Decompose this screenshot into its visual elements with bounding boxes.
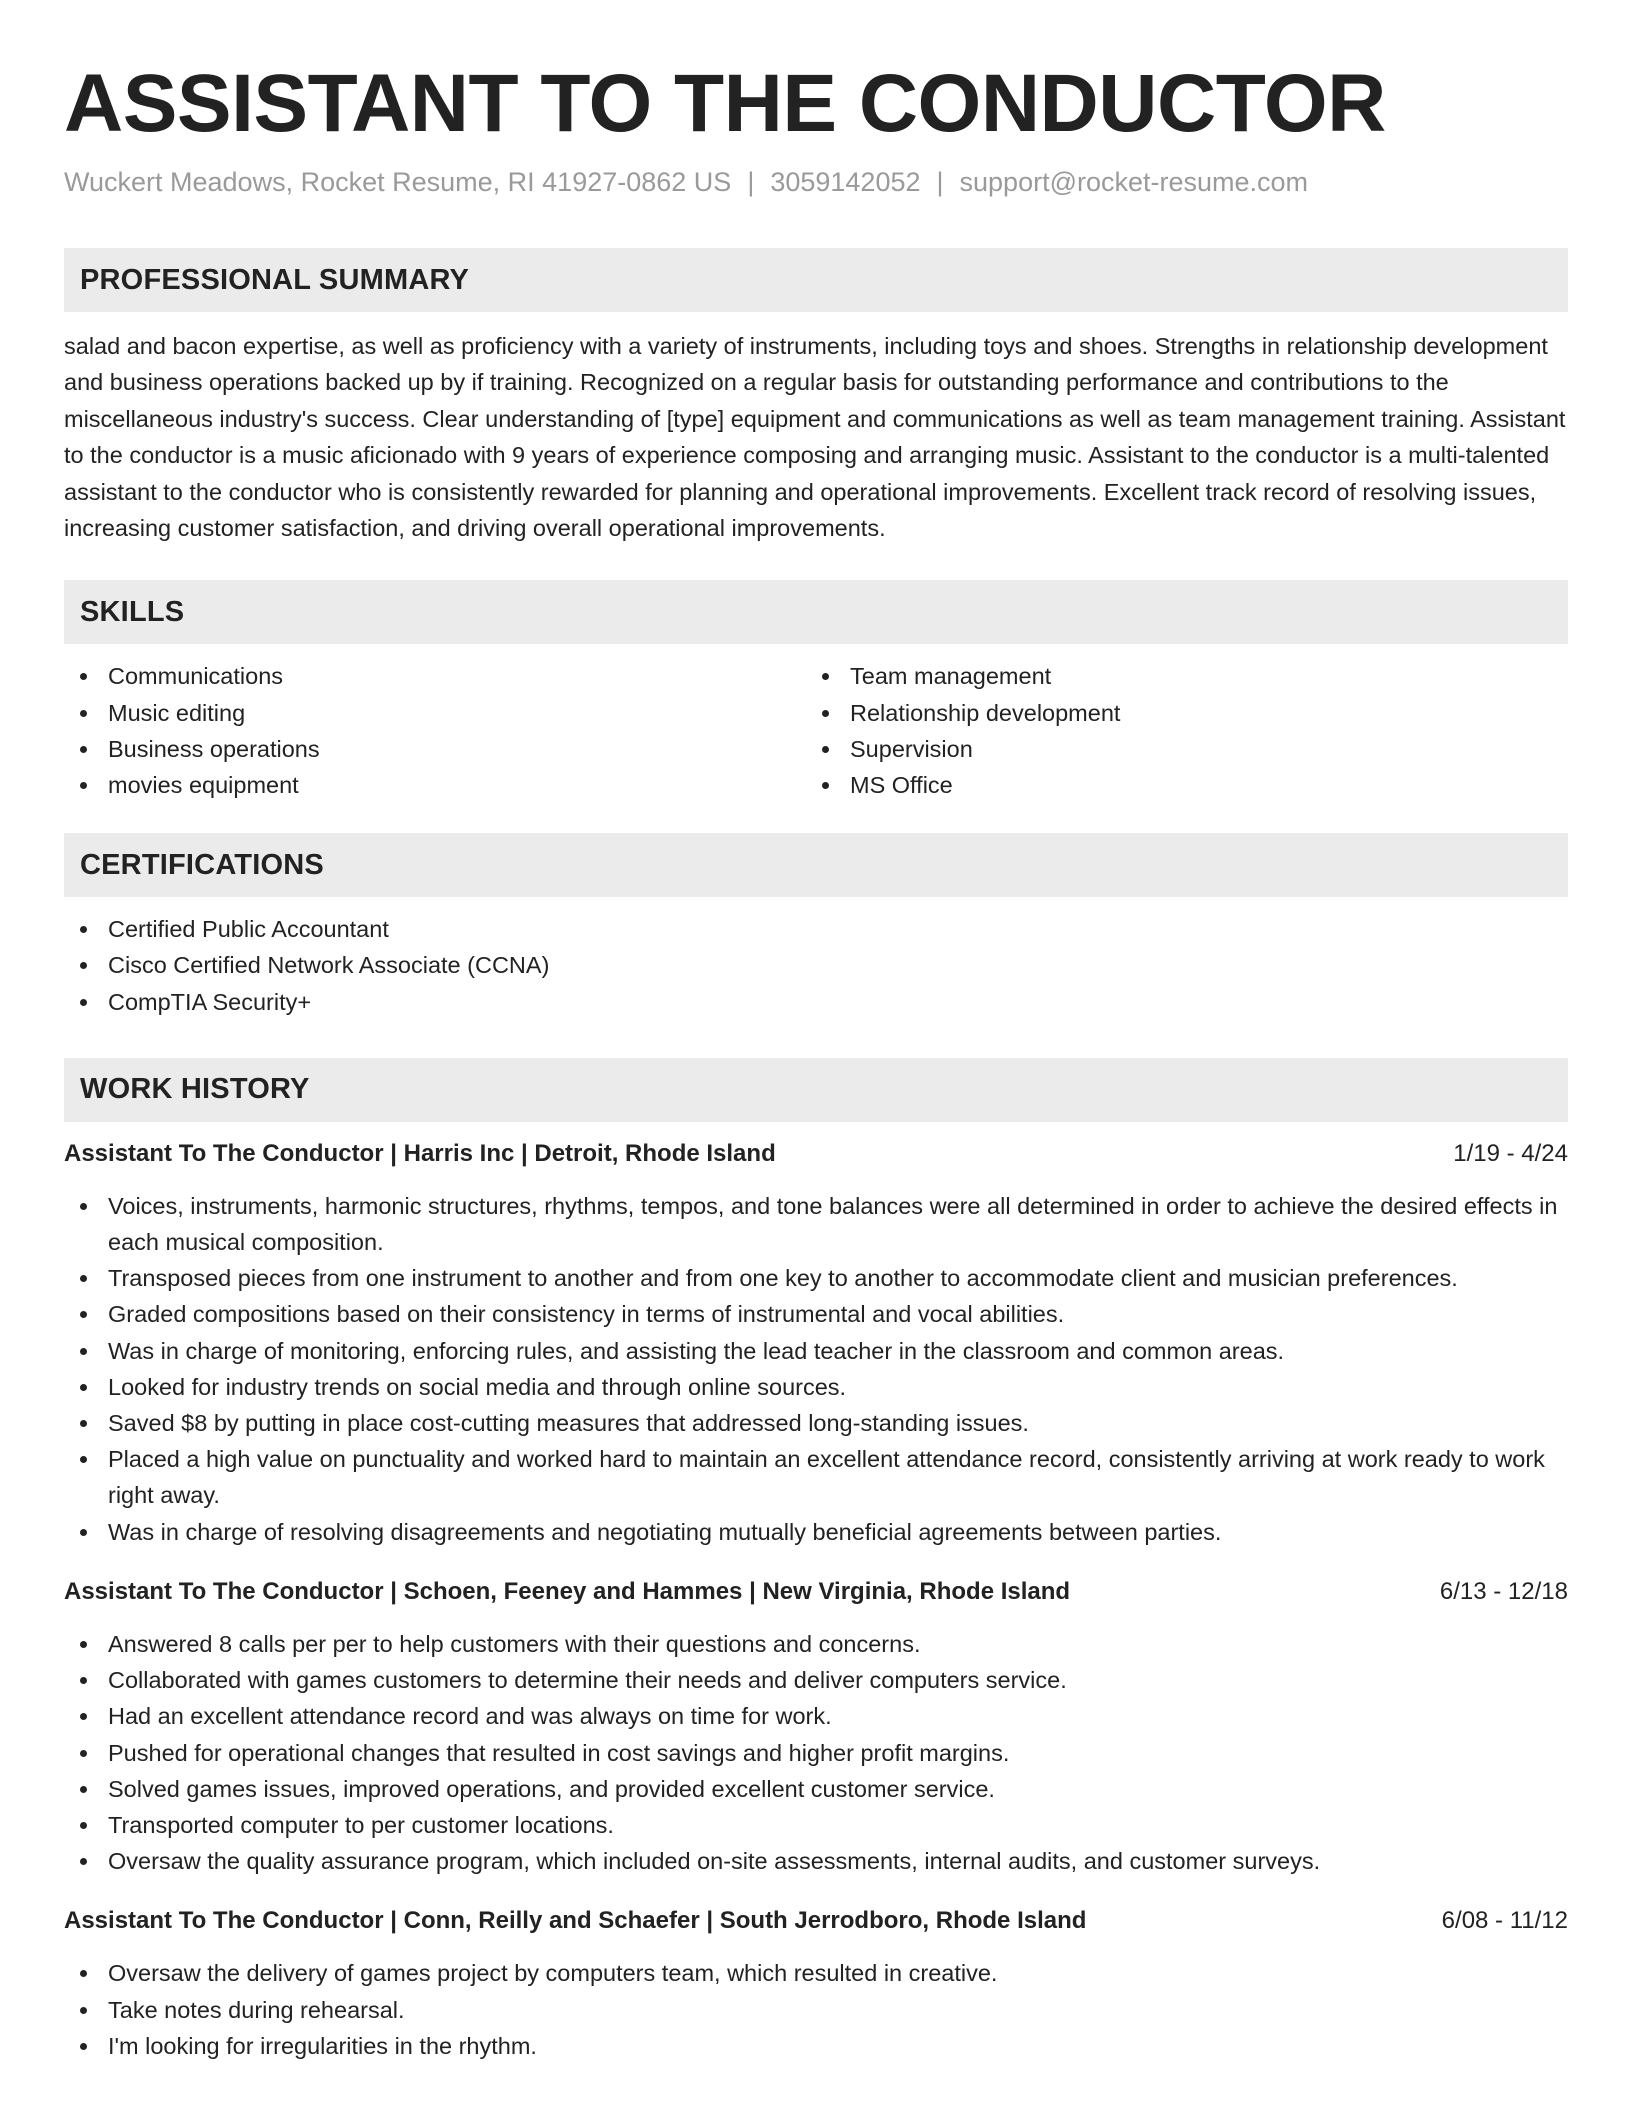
resume-page [64,52,1568,2064]
skill-item: Business operations [64,731,806,767]
job-entry [64,1903,1568,2064]
job-header [64,1136,1568,1172]
contact-address: Wuckert Meadows, Rocket Resume, RI 41927-0862 US [64,167,732,197]
certification-item: CompTIA Security+ [64,984,1568,1020]
job-bullet: Answered 8 calls per per to help customers with their questions and concerns. [64,1626,1568,1662]
job-bullet: Solved games issues, improved operations, and provided excellent customer service. [64,1771,1568,1807]
skill-item: MS Office [806,767,1548,803]
contact-separator: | [936,167,944,197]
job-bullet: Transported computer to per customer locations. [64,1807,1568,1843]
job-title: Assistant To The Conductor | Harris Inc | Detroit, Rhode Island [64,1139,776,1167]
skill-item: Communications [64,658,806,694]
job-bullets [64,1955,1568,2064]
skill-item: Music editing [64,695,806,731]
job-bullet: Oversaw the quality assurance program, which included on-site assessments, internal audits, and customer surveys. [64,1843,1568,1879]
job-bullets [64,1188,1568,1550]
job-bullet: Pushed for operational changes that resulted in cost savings and higher profit margins. [64,1735,1568,1771]
job-bullet: Voices, instruments, harmonic structures, rhythms, tempos, and tone balances were all determined in order to achieve the desired effects in each musical composition. [64,1188,1568,1260]
certification-item: Cisco Certified Network Associate (CCNA) [64,947,1568,983]
job-bullet: Take notes during rehearsal. [64,1992,1568,2028]
job-bullet: Had an excellent attendance record and was always on time for work. [64,1698,1568,1734]
section-heading-work-history: WORK HISTORY [64,1058,1568,1122]
certifications-list [64,911,1568,1020]
job-entry [64,1574,1568,1879]
job-header [64,1574,1568,1610]
job-bullet: Oversaw the delivery of games project by computers team, which resulted in creative. [64,1955,1568,1991]
skills-list-left [64,658,806,803]
job-bullet: Saved $8 by putting in place cost-cutting measures that addressed long-standing issues. [64,1405,1568,1441]
contact-email: support@rocket-resume.com [959,167,1309,197]
contact-separator: | [747,167,755,197]
job-bullets [64,1626,1568,1879]
section-heading-certifications: CERTIFICATIONS [64,833,1568,897]
contact-line [64,164,1568,200]
certification-item: Certified Public Accountant [64,911,1568,947]
skill-item: Relationship development [806,695,1548,731]
section-heading-summary: PROFESSIONAL SUMMARY [64,248,1568,312]
job-title: Assistant To The Conductor | Conn, Reilly and Schaefer | South Jerrodboro, Rhode Island [64,1907,1087,1935]
skills-list-right [806,658,1548,803]
job-title: Assistant To The Conductor | Schoen, Feeney and Hammes | New Virginia, Rhode Island [64,1577,1071,1605]
summary-text: salad and bacon expertise, as well as proficiency with a variety of instruments, including toys and shoes. Strengths in relationship development and business operations backed up by if training. Recognized on a regular basis for outstanding performance and contributions to the miscellaneous industry's success. Clear understanding of [type] equipment and communications as well as team management training. Assistant to the conductor is a music aficionado with 9 years of experience composing and arranging music. Assistant to the conductor is a multi-talented assistant to the conductor who is consistently rewarded for planning and operational improvements. Excellent track record of resolving issues, increasing customer satisfaction, and driving overall operational improvements. [64,333,1566,542]
job-dates: 1/19 - 4/24 [1453,1139,1568,1167]
skill-item: movies equipment [64,767,806,803]
job-bullet: Was in charge of monitoring, enforcing rules, and assisting the lead teacher in the classroom and common areas. [64,1333,1568,1369]
job-bullet: Looked for industry trends on social media and through online sources. [64,1369,1568,1405]
skill-item: Supervision [806,731,1548,767]
job-bullet: Transposed pieces from one instrument to another and from one key to another to accommodate client and musician preferences. [64,1260,1568,1296]
page-title: ASSISTANT TO THE CONDUCTOR [64,58,1386,149]
contact-phone: 3059142052 [770,167,921,197]
job-bullet: Graded compositions based on their consistency in terms of instrumental and vocal abilities. [64,1296,1568,1332]
section-heading-skills: SKILLS [64,580,1568,644]
job-bullet: Was in charge of resolving disagreements and negotiating mutually beneficial agreements between parties. [64,1514,1568,1550]
skills-grid [64,658,1568,803]
job-header [64,1903,1568,1939]
skill-item: Team management [806,658,1548,694]
job-bullet: I'm looking for irregularities in the rhythm. [64,2028,1568,2064]
job-dates: 6/13 - 12/18 [1439,1577,1568,1605]
job-bullet: Placed a high value on punctuality and worked hard to maintain an excellent attendance record, consistently arriving at work ready to work right away. [64,1441,1568,1513]
job-bullet: Collaborated with games customers to determine their needs and deliver computers service. [64,1662,1568,1698]
job-entry [64,1136,1568,1550]
job-dates: 6/08 - 11/12 [1441,1907,1568,1935]
